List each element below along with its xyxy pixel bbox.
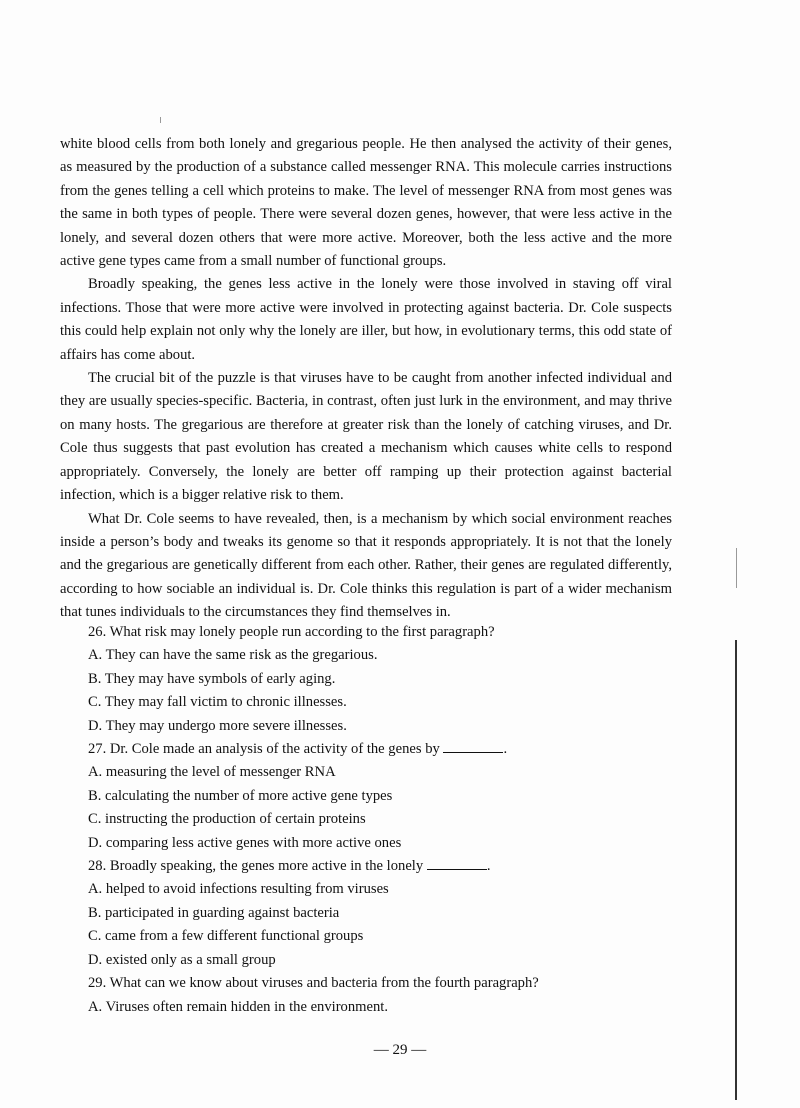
question-28-option-d: D. existed only as a small group xyxy=(88,951,276,968)
answer-blank xyxy=(427,855,487,870)
question-28: 28. Broadly speaking, the genes more active in the lonely . xyxy=(88,855,688,878)
question-27-option-b: B. calculating the number of more active gene types xyxy=(88,787,393,804)
answer-blank xyxy=(443,738,503,753)
question-28-option-b: B. participated in guarding against bacteria xyxy=(88,904,340,921)
question-26-option-c: C. They may fall victim to chronic illnesses. xyxy=(88,694,347,711)
question-27-stem: 27. Dr. Cole made an analysis of the activity of the genes by xyxy=(88,741,440,758)
question-27: 27. Dr. Cole made an analysis of the activity of the genes by . xyxy=(88,738,688,761)
scan-speck xyxy=(160,117,161,123)
question-29-option-a: A. Viruses often remain hidden in the environment. xyxy=(88,998,388,1015)
question-28-option-c: C. came from a few different functional groups xyxy=(88,928,364,945)
question-26-option-a: A. They can have the same risk as the gregarious. xyxy=(88,647,378,664)
passage-paragraph-4: What Dr. Cole seems to have revealed, then, is a mechanism by which social environment reaches inside a person’s body and tweaks its genome so that it responds appropriately. It is not that the lonely and the gregarious are genetically different from each other. Rather, their genes are regulated differently, according to how sociable an individual is. Dr. Cole thinks this regulation is part of a wider mechanism that tunes individuals to the circumstances they find themselves in. xyxy=(60,510,672,621)
question-list xyxy=(88,621,688,1019)
scan-edge-mark xyxy=(736,548,737,588)
question-27-option-a: A. measuring the level of messenger RNA xyxy=(88,764,336,781)
passage-paragraph-3: The crucial bit of the puzzle is that viruses have to be caught from another infected individual and they are usually species-specific. Bacteria, in contrast, often just lurk in the environment, and may thrive on many hosts. The gregarious are therefore at greater risk than the lonely of catching viruses, and Dr. Cole thus suggests that past evolution has created a mechanism which causes white cells to respond appropriately. Conversely, the lonely are better off ramping up their protection against bacterial infection, which is a bigger relative risk to them. xyxy=(60,370,672,504)
question-26-option-d: D. They may undergo more severe illnesses. xyxy=(88,717,347,734)
scan-edge-line xyxy=(735,640,737,1100)
page-number: — 29 — xyxy=(373,1042,427,1058)
question-26-option-b: B. They may have symbols of early aging. xyxy=(88,670,336,687)
passage-paragraph-1: white blood cells from both lonely and gregarious people. He then analysed the activity of their genes, as measured by the production of a substance called messenger RNA. This molecule carries instructions from the genes telling a cell which proteins to make. The level of messenger RNA from most genes was the same in both types of people. There were several dozen genes, however, that were less active in the lonely, and several dozen others that were more active. Moreover, both the less active and the more active gene types came from a small number of functional groups. xyxy=(60,136,672,270)
question-28-option-a: A. helped to avoid infections resulting from viruses xyxy=(88,881,389,898)
question-29-stem: 29. What can we know about viruses and bacteria from the fourth paragraph? xyxy=(88,975,539,992)
question-28-stem: 28. Broadly speaking, the genes more active in the lonely xyxy=(88,858,424,875)
passage-paragraph-2: Broadly speaking, the genes less active in the lonely were those involved in staving off viral infections. Those that were more active were involved in protecting against bacteria. Dr. Cole suspects this could help explain not only why the lonely are iller, but how, in evolutionary terms, this odd state of affairs has come about. xyxy=(60,276,672,363)
question-26-stem: 26. What risk may lonely people run according to the first paragraph? xyxy=(88,624,495,640)
question-27-option-d: D. comparing less active genes with more active ones xyxy=(88,834,402,851)
question-27-option-c: C. instructing the production of certain proteins xyxy=(88,811,366,828)
reading-passage xyxy=(60,133,672,625)
